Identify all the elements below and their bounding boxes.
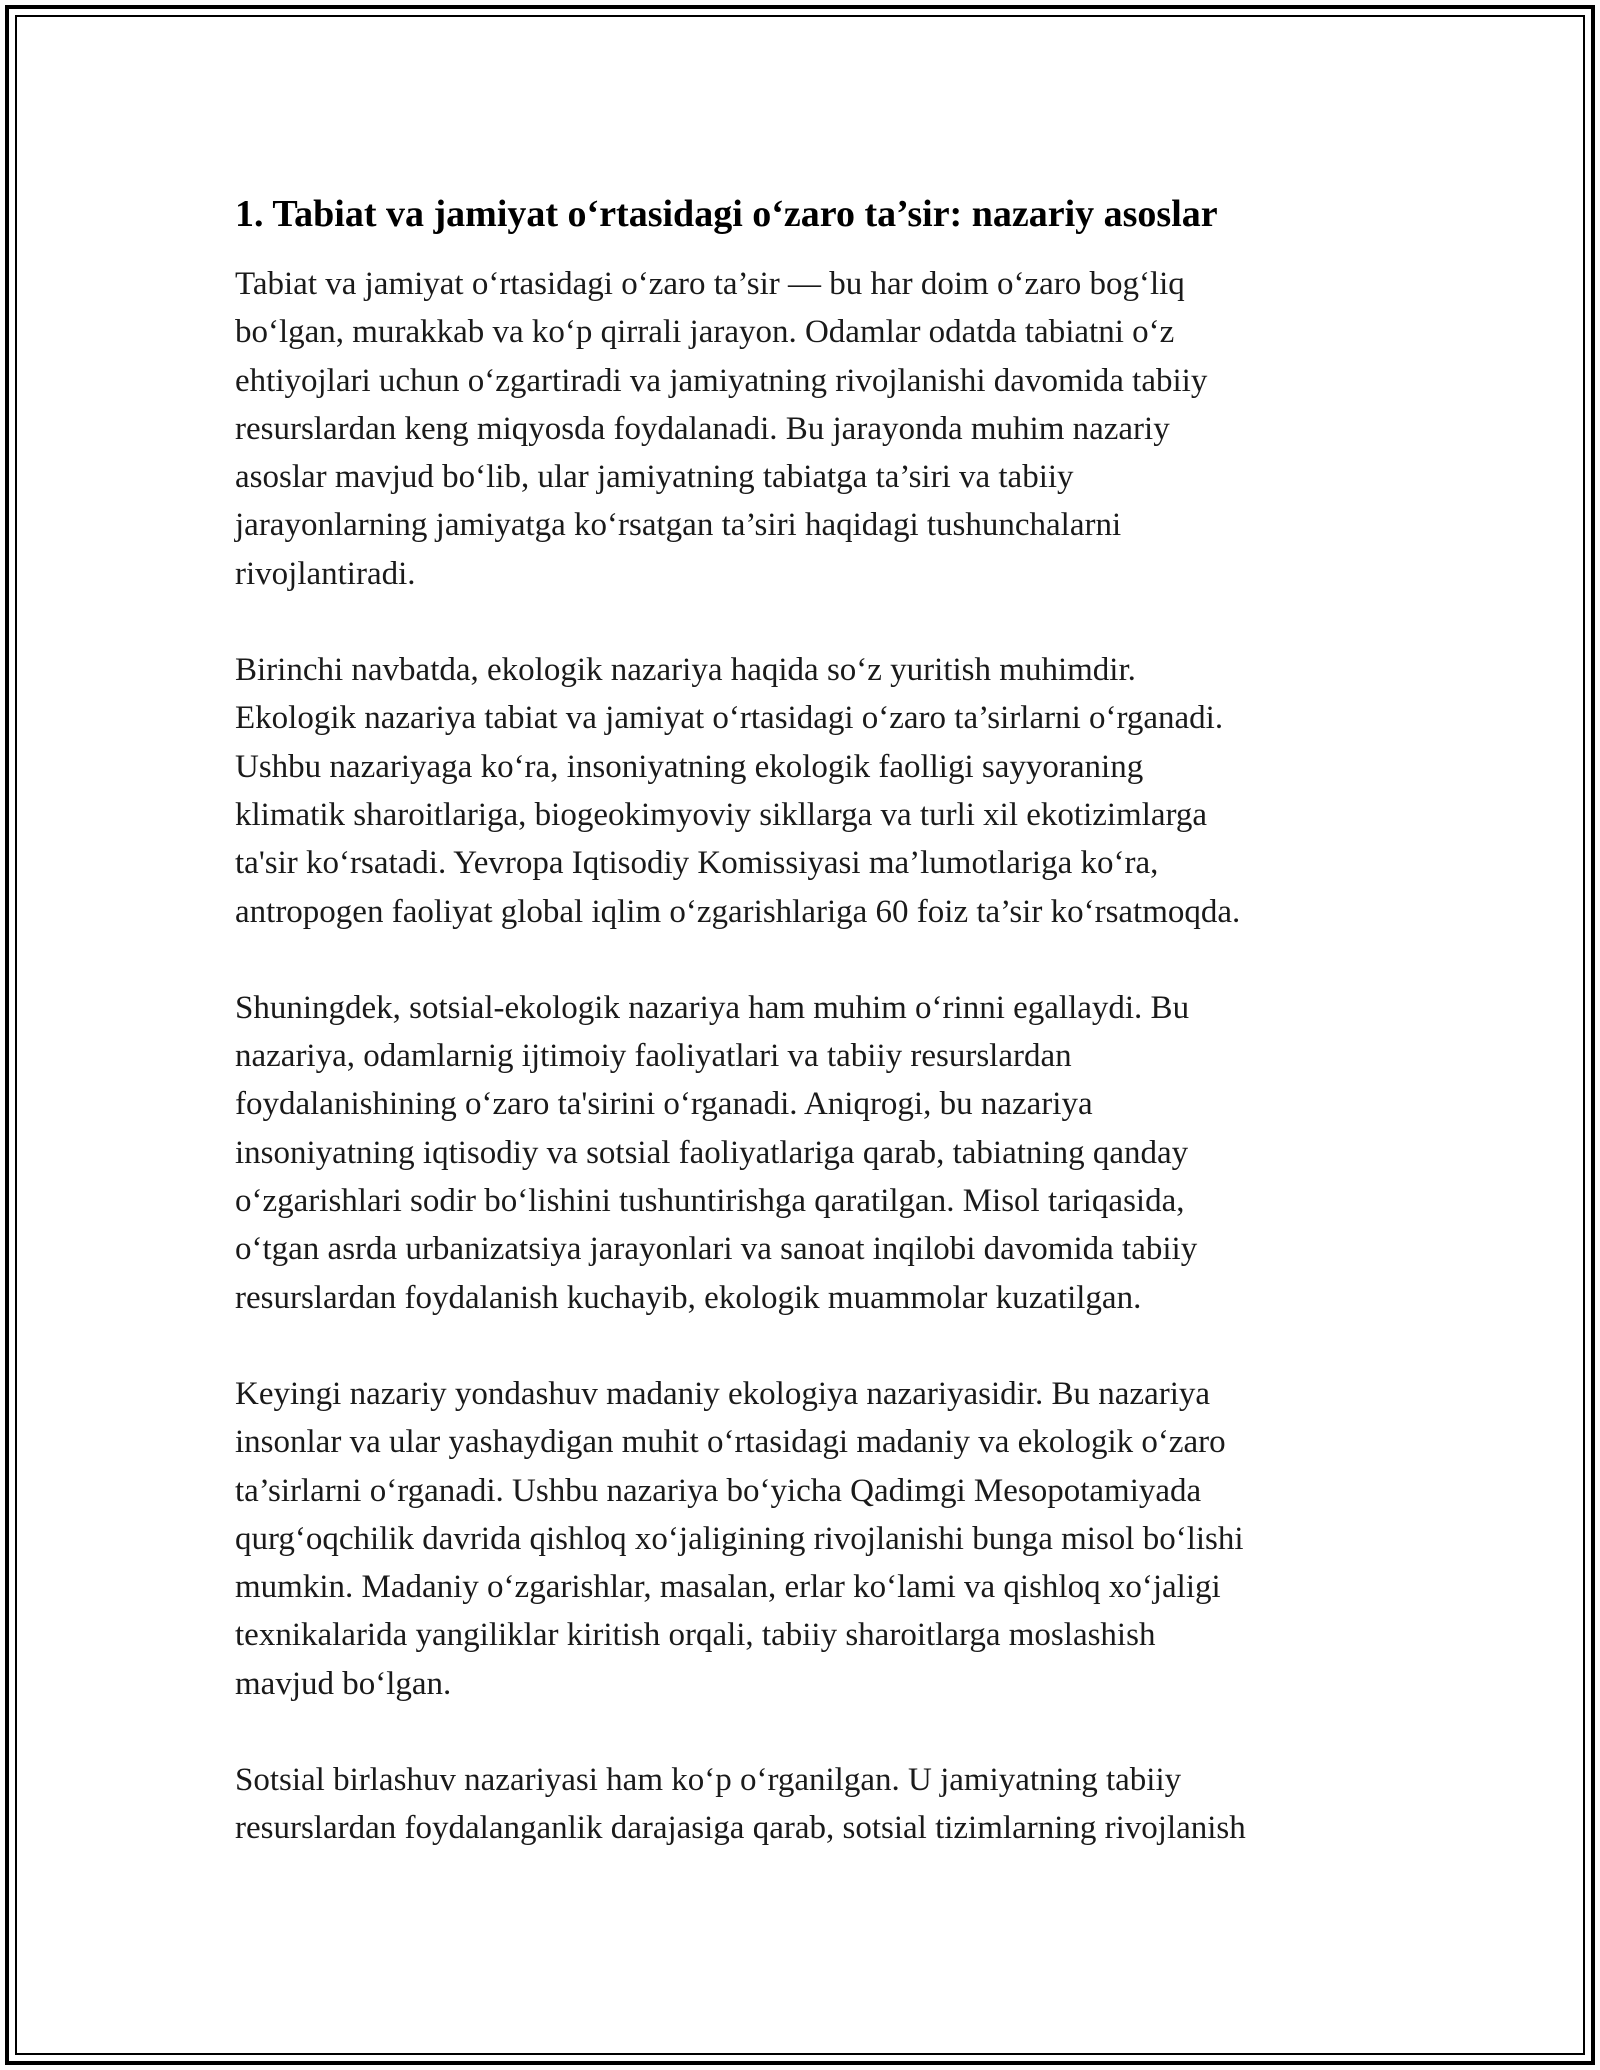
text-line: asoslar mavjud bo‘lib, ular jamiyatning tabiatga ta’siri va tabiiy — [235, 459, 1074, 496]
text-line: qurg‘oqchilik davrida qishloq xo‘jaligining rivojlanishi bunga misol bo‘lishi — [235, 1520, 1244, 1557]
text-line: Keyingi nazariy yondashuv madaniy ekologiya nazariyasidir. Bu nazariya — [235, 1375, 1211, 1412]
paragraph-5 — [235, 1756, 1375, 1853]
text-line: Sotsial birlashuv nazariyasi ham ko‘p o‘rganilgan. U jamiyatning tabiiy — [235, 1762, 1182, 1799]
text-line: jarayonlarning jamiyatga ko‘rsatgan ta’siri haqidagi tushunchalarni — [235, 507, 1122, 544]
text-line: klimatik sharoitlariga, biogeokimyoviy sikllarga va turli xil ekotizimlarga — [235, 796, 1208, 833]
paragraph-2 — [235, 646, 1375, 936]
text-line: mavjud bo‘lgan. — [235, 1665, 452, 1702]
text-line: insonlar va ular yashaydigan muhit o‘rtasidagi madaniy va ekologik o‘zaro — [235, 1424, 1226, 1461]
document-body — [235, 190, 1375, 1901]
section-heading: 1. Tabiat va jamiyat o‘rtasidagi o‘zaro ta’sir: nazariy asoslar — [235, 193, 1218, 235]
text-line: Shuningdek, sotsial-ekologik nazariya ham muhim o‘rinni egallaydi. Bu — [235, 989, 1190, 1026]
paragraph-4 — [235, 1370, 1375, 1708]
text-line: o‘tgan asrda urbanizatsiya jarayonlari va sanoat inqilobi davomida tabiiy — [235, 1231, 1198, 1268]
text-line: rivojlantiradi. — [235, 555, 416, 592]
text-line: resurslardan foydalanish kuchayib, ekologik muammolar kuzatilgan. — [235, 1279, 1142, 1316]
text-line: ta’sirlarni o‘rganadi. Ushbu nazariya bo‘yicha Qadimgi Mesopotamiyada — [235, 1472, 1202, 1509]
text-line: mumkin. Madaniy o‘zgarishlar, masalan, erlar ko‘lami va qishloq xo‘jaligi — [235, 1569, 1221, 1606]
text-line: foydalanishining o‘zaro ta'sirini o‘rganadi. Aniqrogi, bu nazariya — [235, 1086, 1093, 1123]
paragraph-1 — [235, 260, 1375, 598]
text-line: ta'sir ko‘rsatadi. Yevropa Iqtisodiy Komissiyasi ma’lumotlariga ko‘ra, — [235, 845, 1159, 882]
text-line: texnikalarida yangiliklar kiritish orqali, tabiiy sharoitlarga moslashish — [235, 1617, 1156, 1654]
paragraph-3 — [235, 984, 1375, 1322]
text-line: bo‘lgan, murakkab va ko‘p qirrali jarayon. Odamlar odatda tabiatni o‘z — [235, 314, 1175, 351]
text-line: Tabiat va jamiyat o‘rtasidagi o‘zaro ta’sir — bu har doim o‘zaro bog‘liq — [235, 266, 1185, 302]
text-line: insoniyatning iqtisodiy va sotsial faoliyatlariga qarab, tabiatning qanday — [235, 1134, 1189, 1171]
text-line: resurslardan keng miqyosda foydalanadi. Bu jarayonda muhim nazariy — [235, 410, 1170, 447]
text-line: Ushbu nazariyaga ko‘ra, insoniyatning ekologik faolligi sayyoraning — [235, 748, 1144, 785]
text-line: o‘zgarishlari sodir bo‘lishini tushuntirishga qaratilgan. Misol tariqasida, — [235, 1183, 1185, 1220]
text-line: resurslardan foydalanganlik darajasiga qarab, sotsial tizimlarning rivojlanish — [235, 1810, 1246, 1847]
text-line: Ekologik nazariya tabiat va jamiyat o‘rtasidagi o‘zaro ta’sirlarni o‘rganadi. — [235, 700, 1224, 737]
text-line: Birinchi navbatda, ekologik nazariya haqida so‘z yuritish muhimdir. — [235, 652, 1136, 689]
text-line: nazariya, odamlarnig ijtimoiy faoliyatlari va tabiiy resurslardan — [235, 1038, 1072, 1075]
text-line: ehtiyojlari uchun o‘zgartiradi va jamiyatning rivojlanishi davomida tabiiy — [235, 362, 1208, 399]
text-line: antropogen faoliyat global iqlim o‘zgarishlariga 60 foiz ta’sir ko‘rsatmoqda. — [235, 893, 1241, 930]
